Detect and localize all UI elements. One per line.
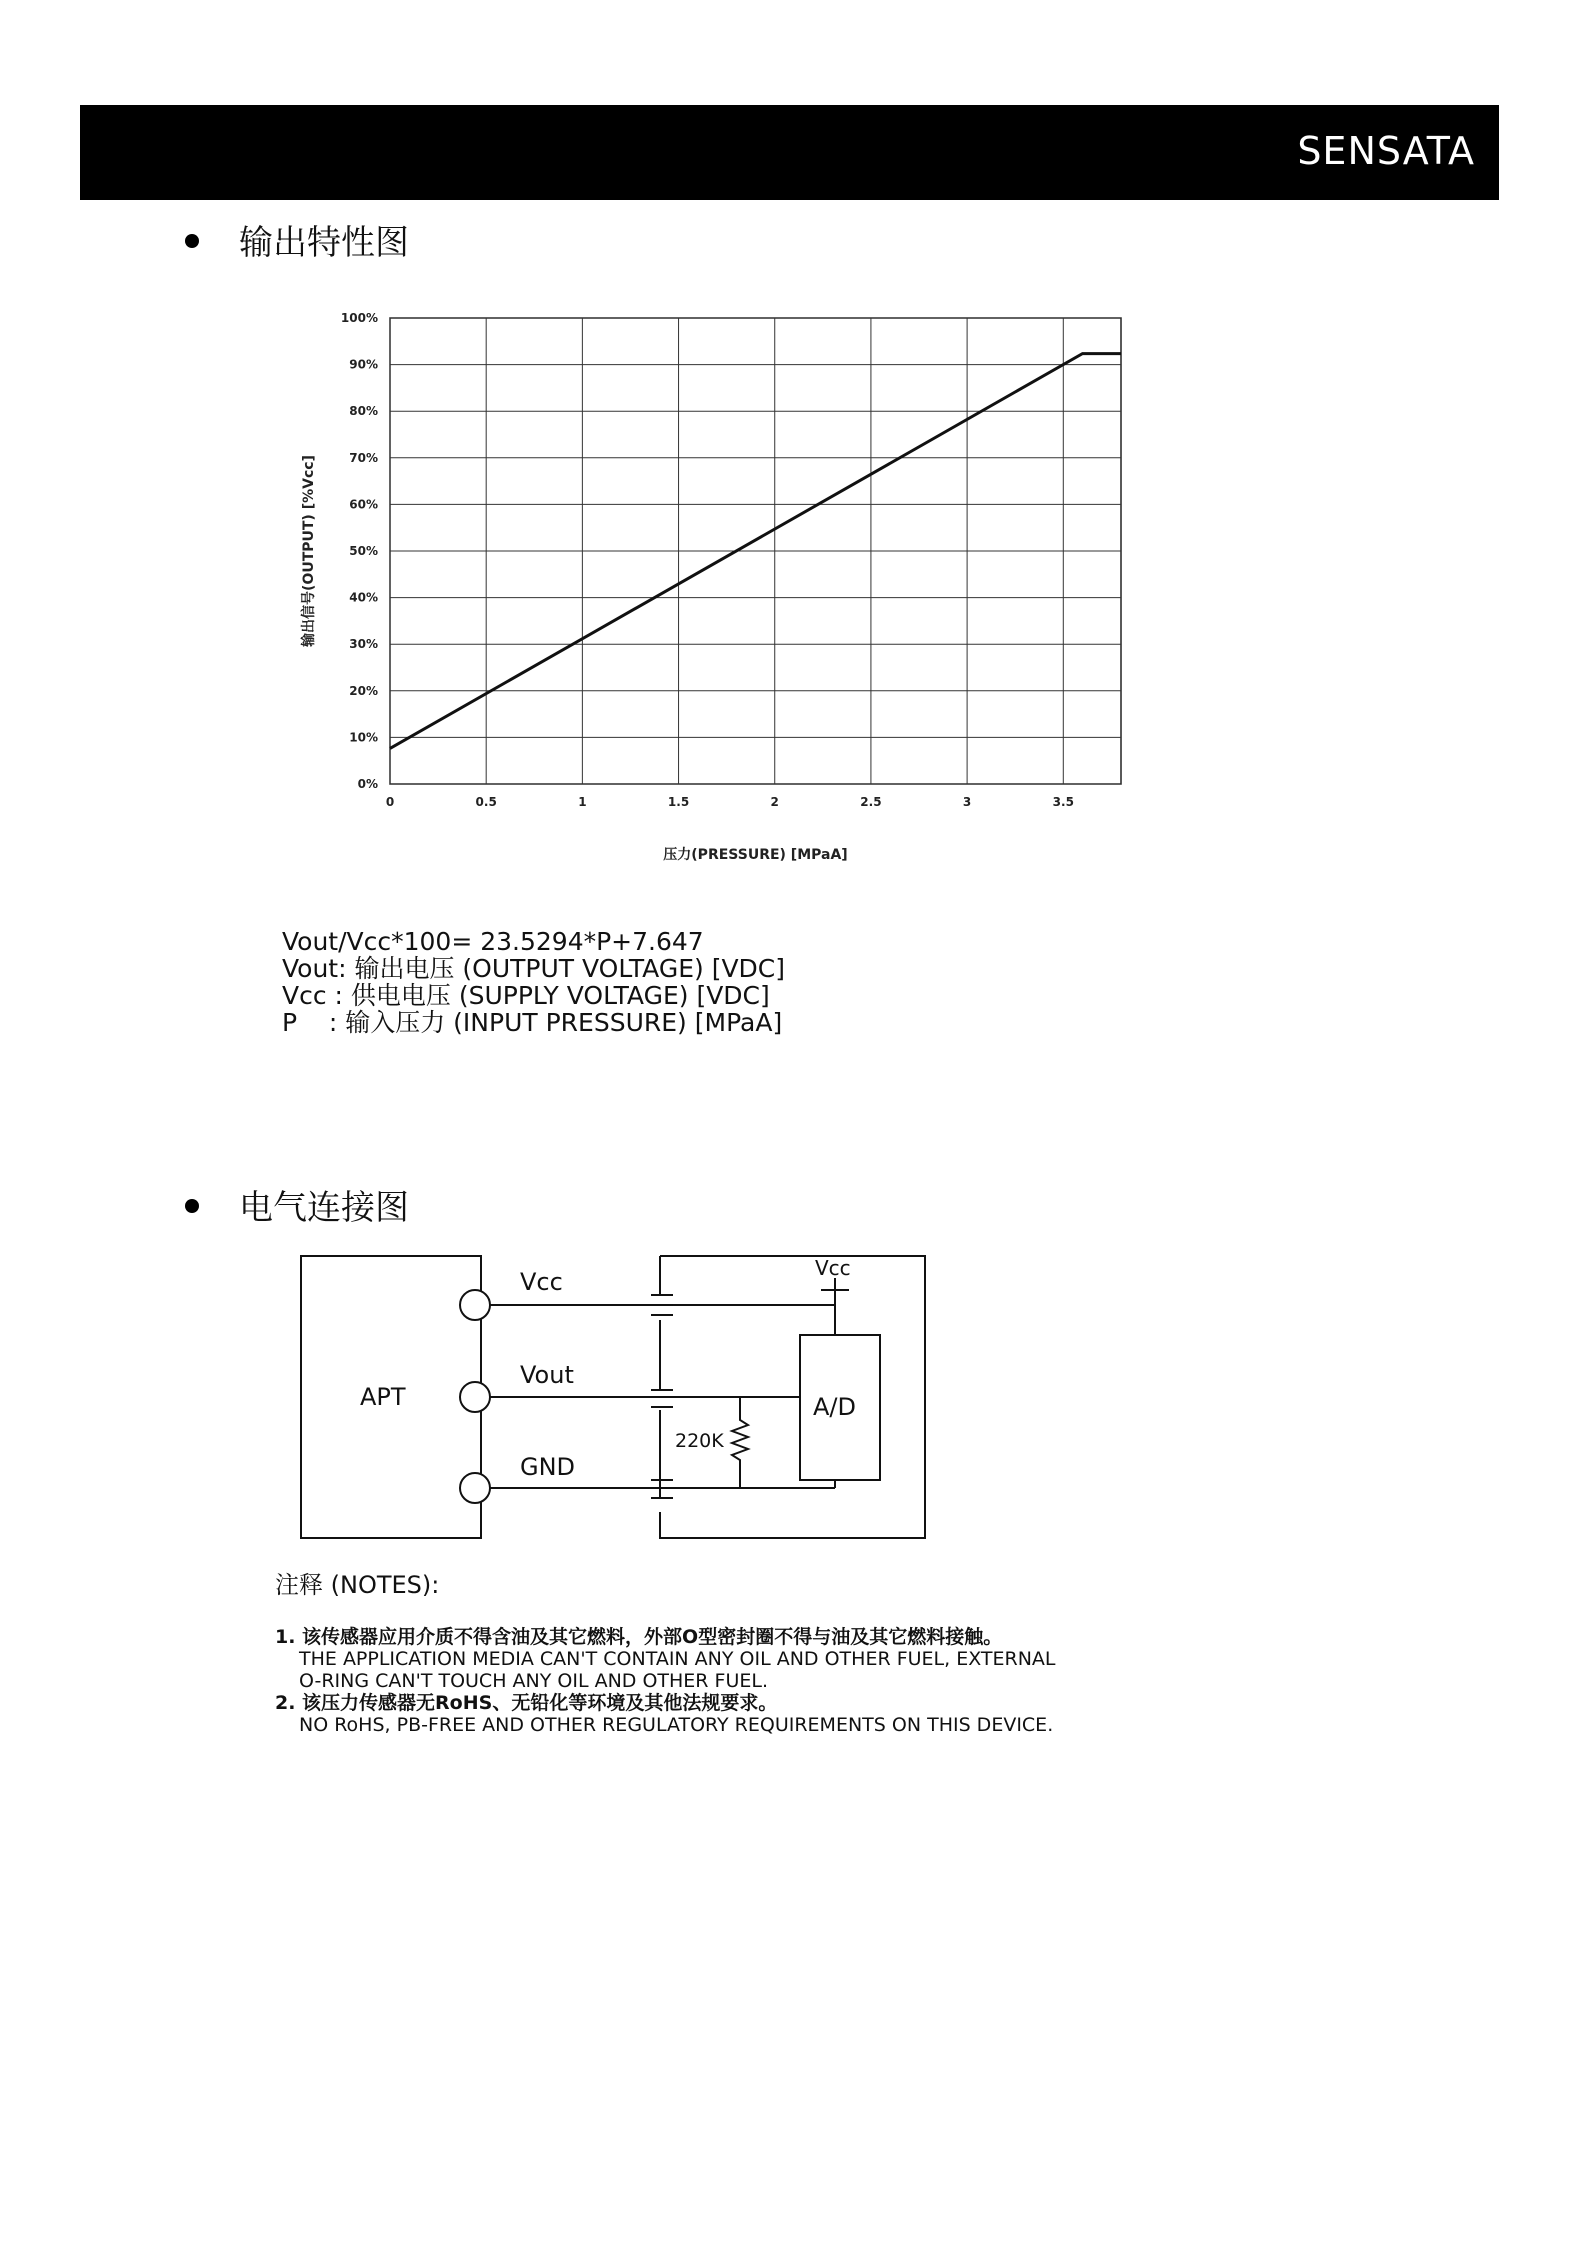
y-tick-label: 10% — [349, 730, 378, 745]
x-tick-label: 0 — [385, 795, 395, 809]
vout-label: Vout — [520, 1361, 574, 1389]
y-tick-label: 80% — [349, 404, 378, 419]
y-tick-label: 40% — [349, 590, 378, 605]
y-tick-label: 60% — [349, 497, 378, 512]
x-axis-label: 压力(PRESSURE) [MPaA] — [663, 847, 848, 863]
gnd-terminal — [460, 1473, 490, 1503]
x-tick-label: 0.5 — [475, 795, 497, 809]
formula-line: Vout/Vcc*100= 23.5294*P+7.647 — [282, 927, 704, 956]
note-2-en-line1: NO RoHS, PB-FREE AND OTHER REGULATORY REQUIREMENTS ON THIS DEVICE. — [299, 1714, 1054, 1736]
note-item — [275, 1626, 1056, 1692]
note-1-en-line1: THE APPLICATION MEDIA CAN'T CONTAIN ANY OIL AND OTHER FUEL, EXTERNAL — [299, 1648, 1056, 1670]
y-tick-label: 50% — [349, 544, 378, 558]
formula-vcc-definition: Vcc : 供电电压 (SUPPLY VOLTAGE) [VDC] — [282, 981, 770, 1010]
vcc-terminal — [460, 1290, 490, 1320]
bullet-icon — [185, 1199, 199, 1213]
formula-block — [282, 928, 785, 1036]
output-characteristic-chart — [285, 300, 1145, 880]
formula-vout-definition: Vout: 输出电压 (OUTPUT VOLTAGE) [VDC] — [282, 954, 786, 983]
section-title-wiring-text: 电气连接图 — [239, 1188, 409, 1228]
y-tick-label: 90% — [349, 357, 378, 372]
y-tick-label: 30% — [349, 637, 378, 652]
note-item — [275, 1692, 1056, 1736]
y-tick-label: 20% — [349, 683, 378, 698]
vcc-supply-label: Vcc — [815, 1256, 851, 1280]
x-tick-label: 3 — [962, 795, 972, 809]
resistor-label: 220K — [675, 1430, 724, 1452]
x-tick-label: 2.5 — [860, 795, 882, 809]
wiring-diagram — [295, 1250, 935, 1550]
section-title-output-text: 输出特性图 — [239, 223, 409, 263]
adc-label: A/D — [813, 1393, 856, 1421]
y-tick-label: 70% — [349, 450, 378, 465]
section-title-wiring — [185, 1180, 409, 1229]
apt-label: APT — [360, 1383, 406, 1411]
vout-terminal — [460, 1382, 490, 1412]
x-tick-label: 2 — [770, 795, 779, 809]
brand-text: SENSATA — [1297, 129, 1475, 173]
bullet-icon — [185, 234, 199, 248]
formula-p-definition: P : 输入压力 (INPUT PRESSURE) [MPaA] — [282, 1008, 783, 1037]
x-tick-label: 1 — [578, 795, 587, 809]
note-1-en-line2: O-RING CAN'T TOUCH ANY OIL AND OTHER FUEL. — [299, 1670, 769, 1692]
note-1-zh: 1. 该传感器应用介质不得含油及其它燃料，外部O型密封圈不得与油及其它燃料接触。 — [275, 1626, 1003, 1648]
vcc-label: Vcc — [520, 1268, 563, 1296]
y-axis-label: 输出信号(OUTPUT) [%Vcc] — [301, 455, 317, 647]
x-tick-label: 3.5 — [1052, 795, 1074, 809]
notes-block — [275, 1565, 1056, 1736]
gnd-label: GND — [520, 1453, 576, 1481]
resistor-220k — [732, 1397, 748, 1488]
notes-title: 注释 (NOTES): — [275, 1571, 440, 1599]
y-tick-label: 0% — [357, 777, 378, 791]
section-title-output — [185, 215, 409, 264]
note-2-zh: 2. 该压力传感器无RoHS、无铅化等环境及其他法规要求。 — [275, 1692, 778, 1714]
x-tick-label: 1.5 — [667, 795, 690, 809]
header-bar — [80, 105, 1499, 200]
y-tick-label: 100% — [340, 311, 378, 325]
